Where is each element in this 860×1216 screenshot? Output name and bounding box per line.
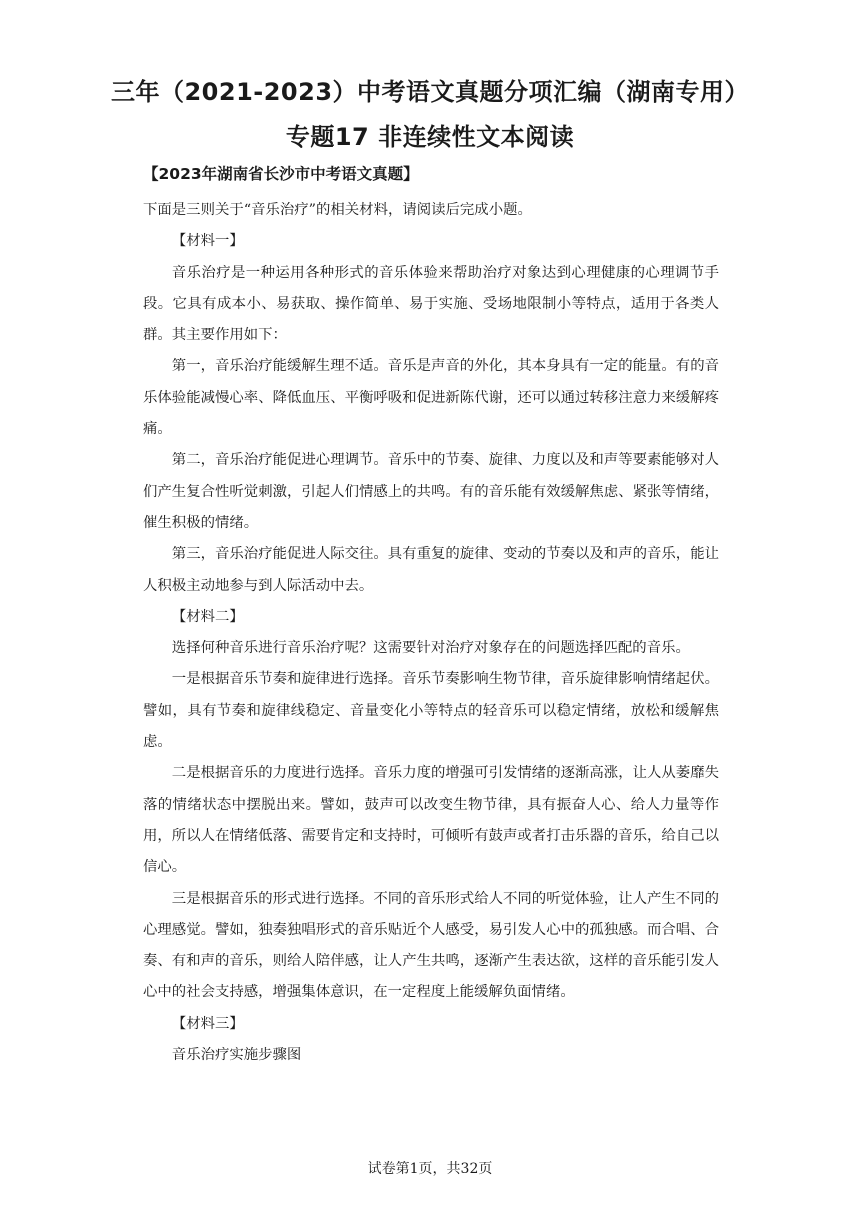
material-2-paragraph: 二是根据音乐的力度进行选择。音乐力度的增强可引发情绪的逐渐高涨，让人从萎靡失落的情绪状态中摆脱出来。譬如，鼓声可以改变生物节律，具有振奋人心、给人力量等作用，所以人在情绪低落、需要肯定和支持时，可倾听有鼓声或者打击乐器的音乐，给自己以信心。 xyxy=(143,765,719,876)
material-2-paragraph: 选择何种音乐进行音乐治疗呢？这需要针对治疗对象存在的问题选择匹配的音乐。 xyxy=(171,640,690,657)
exam-source-heading: 【2023年湖南省长沙市中考语文真题】 xyxy=(143,165,419,183)
material-2-paragraph: 一是根据音乐节奏和旋律进行选择。音乐节奏影响生物节律，音乐旋律影响情绪起伏。譬如，具有节奏和旋律线稳定、音量变化小等特点的轻音乐可以稳定情绪，放松和缓解焦虑。 xyxy=(143,671,719,751)
material-2-paragraph: 三是根据音乐的形式进行选择。不同的音乐形式给人不同的听觉体验，让人产生不同的心理感觉。譬如，独奏独唱形式的音乐贴近个人感受，易引发人心中的孤独感。而合唱、合奏、有和声的音乐，则给人陪伴感，让人产生共鸣，逐渐产生表达欲，这样的音乐能引发人心中的社会支持感，增强集体意识，在一定程度上能缓解负面情绪。 xyxy=(143,890,719,1001)
material-1-paragraph: 音乐治疗是一种运用各种形式的音乐体验来帮助治疗对象达到心理健康的心理调节手段。它具有成本小、易获取、操作简单、易于实施、受场地限制小等特点，适用于各类人群。其主要作用如下： xyxy=(143,264,719,344)
material-3-label: 【材料三】 xyxy=(171,1015,244,1032)
material-3-caption: 音乐治疗实施步骤图 xyxy=(171,1047,302,1064)
material-1-paragraph: 第一，音乐治疗能缓解生理不适。音乐是声音的外化，其本身具有一定的能量。有的音乐体验能减慢心率、降低血压、平衡呼吸和促进新陈代谢，还可以通过转移注意力来缓解疼痛。 xyxy=(143,358,719,438)
material-1-label: 【材料一】 xyxy=(171,233,244,250)
page-footer: 试卷第1页，共32页 xyxy=(367,1161,493,1177)
material-1-paragraph: 第三，音乐治疗能促进人际交往。具有重复的旋律、变动的节奏以及和声的音乐，能让人积极主动地参与到人际活动中去。 xyxy=(143,546,719,594)
document-body xyxy=(143,195,719,1071)
document-title: 三年（2021-2023）中考语文真题分项汇编（湖南专用） xyxy=(110,78,750,106)
document-subtitle: 专题17 非连续性文本阅读 xyxy=(285,123,575,151)
material-1-paragraph: 第二，音乐治疗能促进心理调节。音乐中的节奏、旋律、力度以及和声等要素能够对人们产生复合性听觉刺激，引起人们情感上的共鸣。有的音乐能有效缓解焦虑、紧张等情绪，催生积极的情绪。 xyxy=(143,452,719,531)
intro-paragraph: 下面是三则关于“音乐治疗”的相关材料，请阅读后完成小题。 xyxy=(143,202,532,218)
material-2-label: 【材料二】 xyxy=(171,608,244,625)
